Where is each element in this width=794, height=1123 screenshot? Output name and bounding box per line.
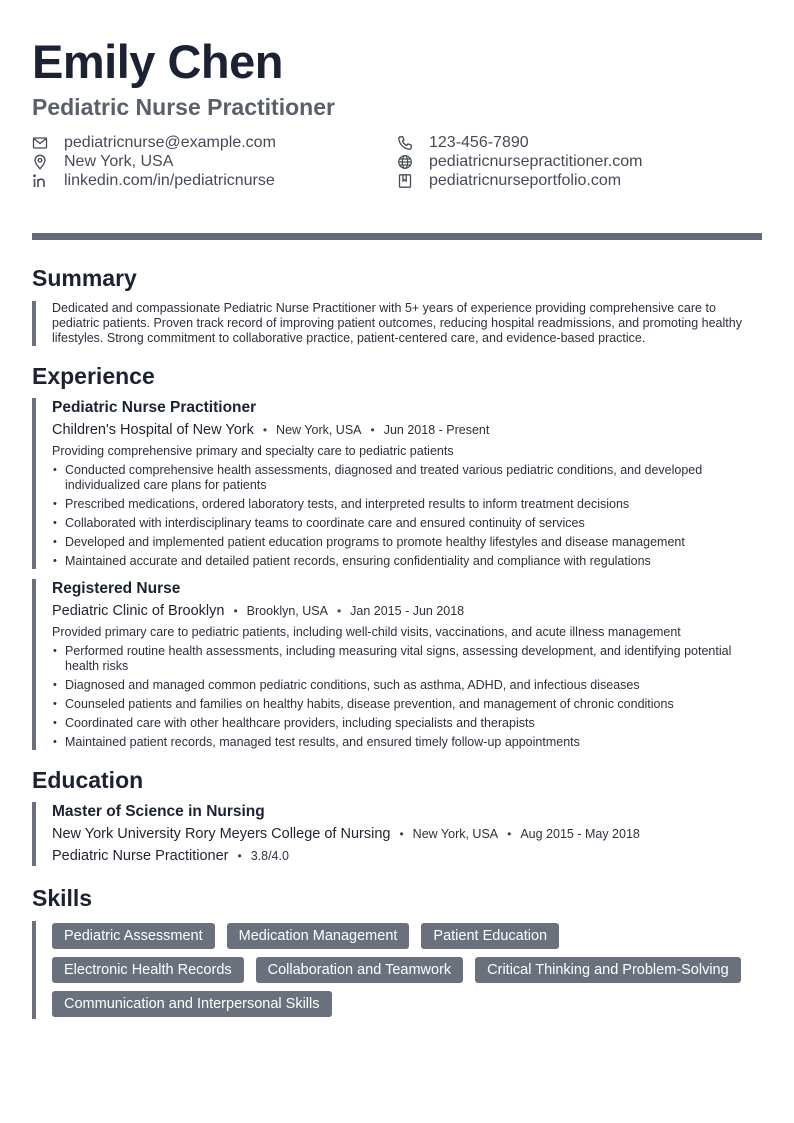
experience-heading: Experience bbox=[32, 363, 155, 389]
skill-chip: Electronic Health Records bbox=[52, 957, 244, 983]
job-bullets bbox=[52, 644, 762, 750]
job-description: Providing comprehensive primary and specialty care to pediatric patients bbox=[52, 444, 454, 458]
education-gpa: 3.8/4.0 bbox=[250, 849, 289, 863]
summary-heading: Summary bbox=[32, 265, 137, 291]
separator-dot: • bbox=[262, 423, 268, 437]
job-location: New York, USA bbox=[276, 423, 362, 437]
education-heading: Education bbox=[32, 767, 144, 793]
contact-email-text: pediatricnurse@example.com bbox=[64, 133, 276, 151]
job-dates: Jan 2015 - Jun 2018 bbox=[350, 604, 465, 618]
separator-dot: • bbox=[336, 604, 342, 618]
contact-linkedin[interactable] bbox=[32, 171, 275, 190]
skill-chip: Collaboration and Teamwork bbox=[256, 957, 464, 983]
job-bullet: • Developed and implemented patient education programs to promote healthy lifestyles and disease management bbox=[52, 535, 762, 550]
experience-item bbox=[32, 398, 762, 569]
education-specialty: Pediatric Nurse Practitioner bbox=[52, 848, 229, 864]
portfolio-book-icon bbox=[397, 173, 413, 189]
job-description: Provided primary care to pediatric patients, including well-child visits, vaccinations, and acute illness management bbox=[52, 625, 681, 639]
header-divider bbox=[32, 233, 762, 240]
job-organization: Children's Hospital of New York bbox=[52, 422, 254, 438]
candidate-title: Pediatric Nurse Practitioner bbox=[32, 94, 335, 120]
contact-website-text: pediatricnursepractitioner.com bbox=[429, 152, 643, 170]
separator-dot: • bbox=[370, 423, 375, 437]
location-pin-icon bbox=[32, 154, 48, 170]
job-bullet: • Diagnosed and managed common pediatric conditions, such as asthma, ADHD, and infectious diseases bbox=[52, 678, 762, 693]
skill-chip: Critical Thinking and Problem-Solving bbox=[475, 957, 741, 983]
separator-dot: • bbox=[399, 827, 404, 841]
skills-block bbox=[32, 921, 762, 1019]
school-location: New York, USA bbox=[412, 827, 499, 841]
contact-portfolio[interactable] bbox=[397, 171, 621, 190]
job-location: Brooklyn, USA bbox=[246, 604, 328, 618]
summary-text: Dedicated and compassionate Pediatric Nurse Practitioner with 5+ years of experience providing comprehensive care to pediatric patients. Proven track record of improving patient outcomes, reducing hospital readmissions, and promoting healthy lifestyles. Strong commitment to collaborative practice, patient-centered care, and evidence-based practice. bbox=[52, 301, 742, 345]
job-organization: Pediatric Clinic of Brooklyn bbox=[52, 603, 225, 619]
mail-icon bbox=[32, 135, 48, 151]
skills-heading: Skills bbox=[32, 885, 93, 911]
skill-chip: Pediatric Assessment bbox=[52, 923, 215, 949]
separator-dot: • bbox=[237, 849, 242, 863]
linkedin-icon bbox=[32, 173, 48, 189]
contact-list bbox=[32, 133, 762, 193]
job-bullet: • Collaborated with interdisciplinary teams to coordinate care and ensured continuity of services bbox=[52, 516, 762, 531]
contact-phone-text: 123-456-7890 bbox=[429, 133, 529, 151]
school-name: New York University Rory Meyers College of Nursing bbox=[52, 826, 391, 842]
phone-icon bbox=[397, 135, 413, 151]
job-title: Pediatric Nurse Practitioner bbox=[52, 399, 257, 416]
experience-item bbox=[32, 579, 762, 750]
globe-icon bbox=[397, 154, 413, 170]
resume-page bbox=[32, 36, 762, 1019]
job-bullet: • Maintained patient records, managed test results, and ensured timely follow-up appointments bbox=[52, 735, 762, 750]
contact-location bbox=[32, 152, 173, 171]
job-bullet: • Coordinated care with other healthcare providers, including specialists and therapists bbox=[52, 716, 762, 731]
candidate-name: Emily Chen bbox=[32, 35, 283, 88]
education-meta bbox=[52, 825, 762, 844]
separator-dot: • bbox=[507, 827, 512, 841]
contact-portfolio-text: pediatricnurseportfolio.com bbox=[429, 171, 622, 189]
separator-dot: • bbox=[233, 604, 238, 618]
degree-title: Master of Science in Nursing bbox=[52, 803, 265, 820]
job-meta bbox=[52, 421, 762, 440]
contact-email[interactable] bbox=[32, 133, 276, 152]
education-dates: Aug 2015 - May 2018 bbox=[520, 827, 640, 841]
skill-chip: Medication Management bbox=[227, 923, 410, 949]
job-bullet: • Counseled patients and families on healthy habits, disease prevention, and management of chronic conditions bbox=[52, 697, 762, 712]
job-meta bbox=[52, 602, 762, 621]
skill-chip: Patient Education bbox=[421, 923, 559, 949]
skills-chip-list bbox=[52, 923, 752, 1017]
job-title: Registered Nurse bbox=[52, 580, 181, 597]
job-bullets bbox=[52, 463, 762, 569]
job-bullet: • Conducted comprehensive health assessments, diagnosed and treated various pediatric conditions, and developed individualized care plans for patients bbox=[52, 463, 762, 493]
contact-phone[interactable] bbox=[397, 133, 529, 152]
job-bullet: • Performed routine health assessments, including measuring vital signs, assessing development, and identifying potential health risks bbox=[52, 644, 762, 674]
contact-website[interactable] bbox=[397, 152, 642, 171]
job-dates: Jun 2018 - Present bbox=[383, 423, 490, 437]
job-bullet: • Maintained accurate and detailed patient records, ensuring confidentiality and compliance with regulations bbox=[52, 554, 762, 569]
education-specialty-row bbox=[52, 847, 762, 866]
summary-block bbox=[32, 301, 762, 346]
contact-linkedin-text: linkedin.com/in/pediatricnurse bbox=[64, 171, 275, 189]
contact-location-text: New York, USA bbox=[64, 152, 174, 170]
education-item bbox=[32, 802, 762, 866]
skill-chip: Communication and Interpersonal Skills bbox=[52, 991, 332, 1017]
job-bullet: • Prescribed medications, ordered laboratory tests, and interpreted results to inform treatment decisions bbox=[52, 497, 762, 512]
